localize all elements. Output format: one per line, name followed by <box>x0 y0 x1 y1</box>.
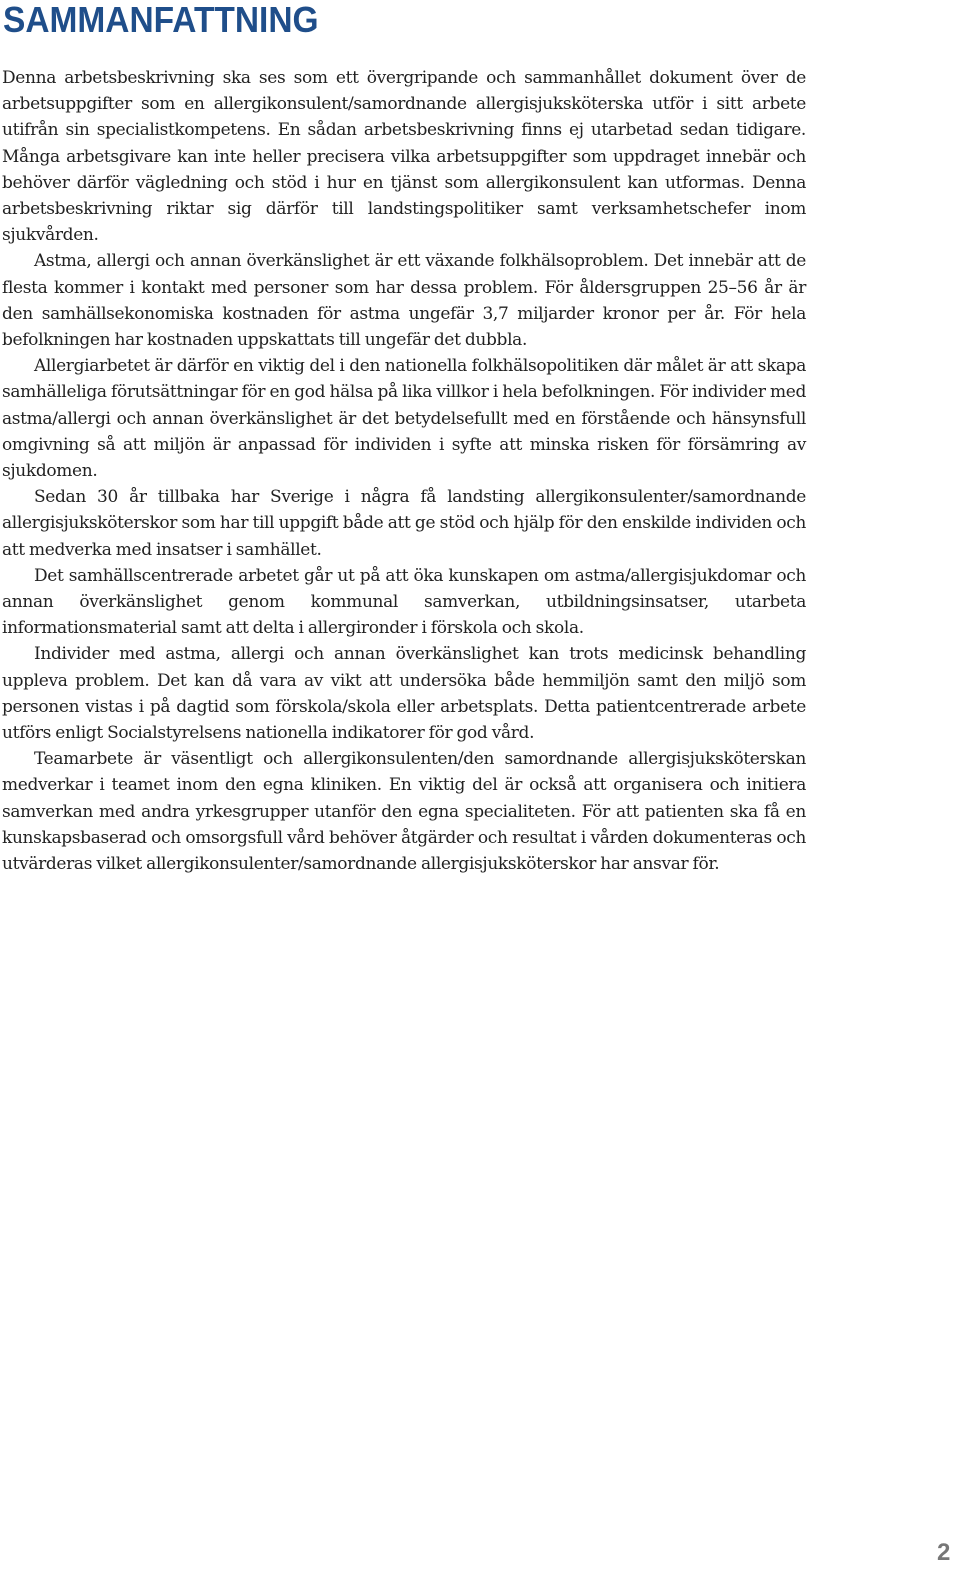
paragraph-7: Teamarbete är väsentligt och allergikonsulenten/den samordnande allergisjuksköterskan medverkar i teamet inom den egna kliniken. En viktig del är också att organisera och initiera samverkan med andra yrkesgrupper utanför den egna specialiteten. För att patienten ska få en kunskapsbaserad och omsorgsfull vård behöver åtgärder och resultat i vården dokumenteras och utvärderas vilket allergikonsulenter/samordnande allergisjuksköterskor har ansvar för. <box>2 749 806 875</box>
paragraph-6: Individer med astma, allergi och annan överkänslighet kan trots medicinsk behandling uppleva problem. Det kan då vara av vikt att undersöka både hemmiljön samt den miljö som personen vistas i på dagtid som förskola/skola eller arbetsplats. Detta patientcentrerade arbete utförs enligt Socialstyrelsens nationella indikatorer för god vård. <box>2 644 806 744</box>
paragraph-5: Det samhällscentrerade arbetet går ut på att öka kunskapen om astma/allergisjukdomar och annan överkänslighet genom kommunal samverkan, utbildningsinsatser, utarbeta informationsmaterial samt att delta i allergironder i förskola och skola. <box>2 565 806 639</box>
paragraph-3: Allergiarbetet är därför en viktig del i den nationella folkhälsopolitiken där målet är att skapa samhälleliga förutsättningar för en god hälsa på lika villkor i hela befolkningen. För individer med astma/allergi och annan överkänslighet är det betydelsefullt med en förstående och hänsynsfull omgivning så att miljön är anpassad för individen i syfte att minska risken för försämring av sjukdomen. <box>2 356 806 482</box>
paragraph-4: Sedan 30 år tillbaka har Sverige i några få landsting allergikonsulenter/samordnande allergisjuksköterskor som har till uppgift både att ge stöd och hjälp för den enskilde individen och att medverka med insatser i samhället. <box>2 487 806 560</box>
page-heading: SAMMANFATTNING <box>3 0 319 40</box>
paragraph-1: Denna arbetsbeskrivning ska ses som ett övergripande och sammanhållet dokument över de arbetsuppgifter som en allergikonsulent/samordnande allergisjuksköterska utför i sitt arbete utifrån sin specialistkompetens. En sådan arbetsbeskrivning finns ej utarbetad sedan tidigare. Många arbetsgivare kan inte heller precisera vilka arbetsuppgifter som uppdraget innebär och behöver därför vägledning och stöd i hur en tjänst som allergikonsulent kan utformas. Denna arbetsbeskrivning riktar sig därför till landstingspolitiker samt verksamhetschefer inom sjukvården. <box>2 68 806 246</box>
body-text <box>2 65 806 877</box>
paragraph-2: Astma, allergi och annan överkänslighet är ett växande folkhälsoproblem. Det innebär att de flesta kommer i kontakt med personer som har dessa problem. För åldersgruppen 25–56 år är den samhällsekonomiska kostnaden för astma ungefär 3,7 miljarder kronor per år. För hela befolkningen har kostnaden uppskattats till ungefär det dubbla. <box>2 251 806 351</box>
page-number: 2 <box>937 1539 951 1566</box>
